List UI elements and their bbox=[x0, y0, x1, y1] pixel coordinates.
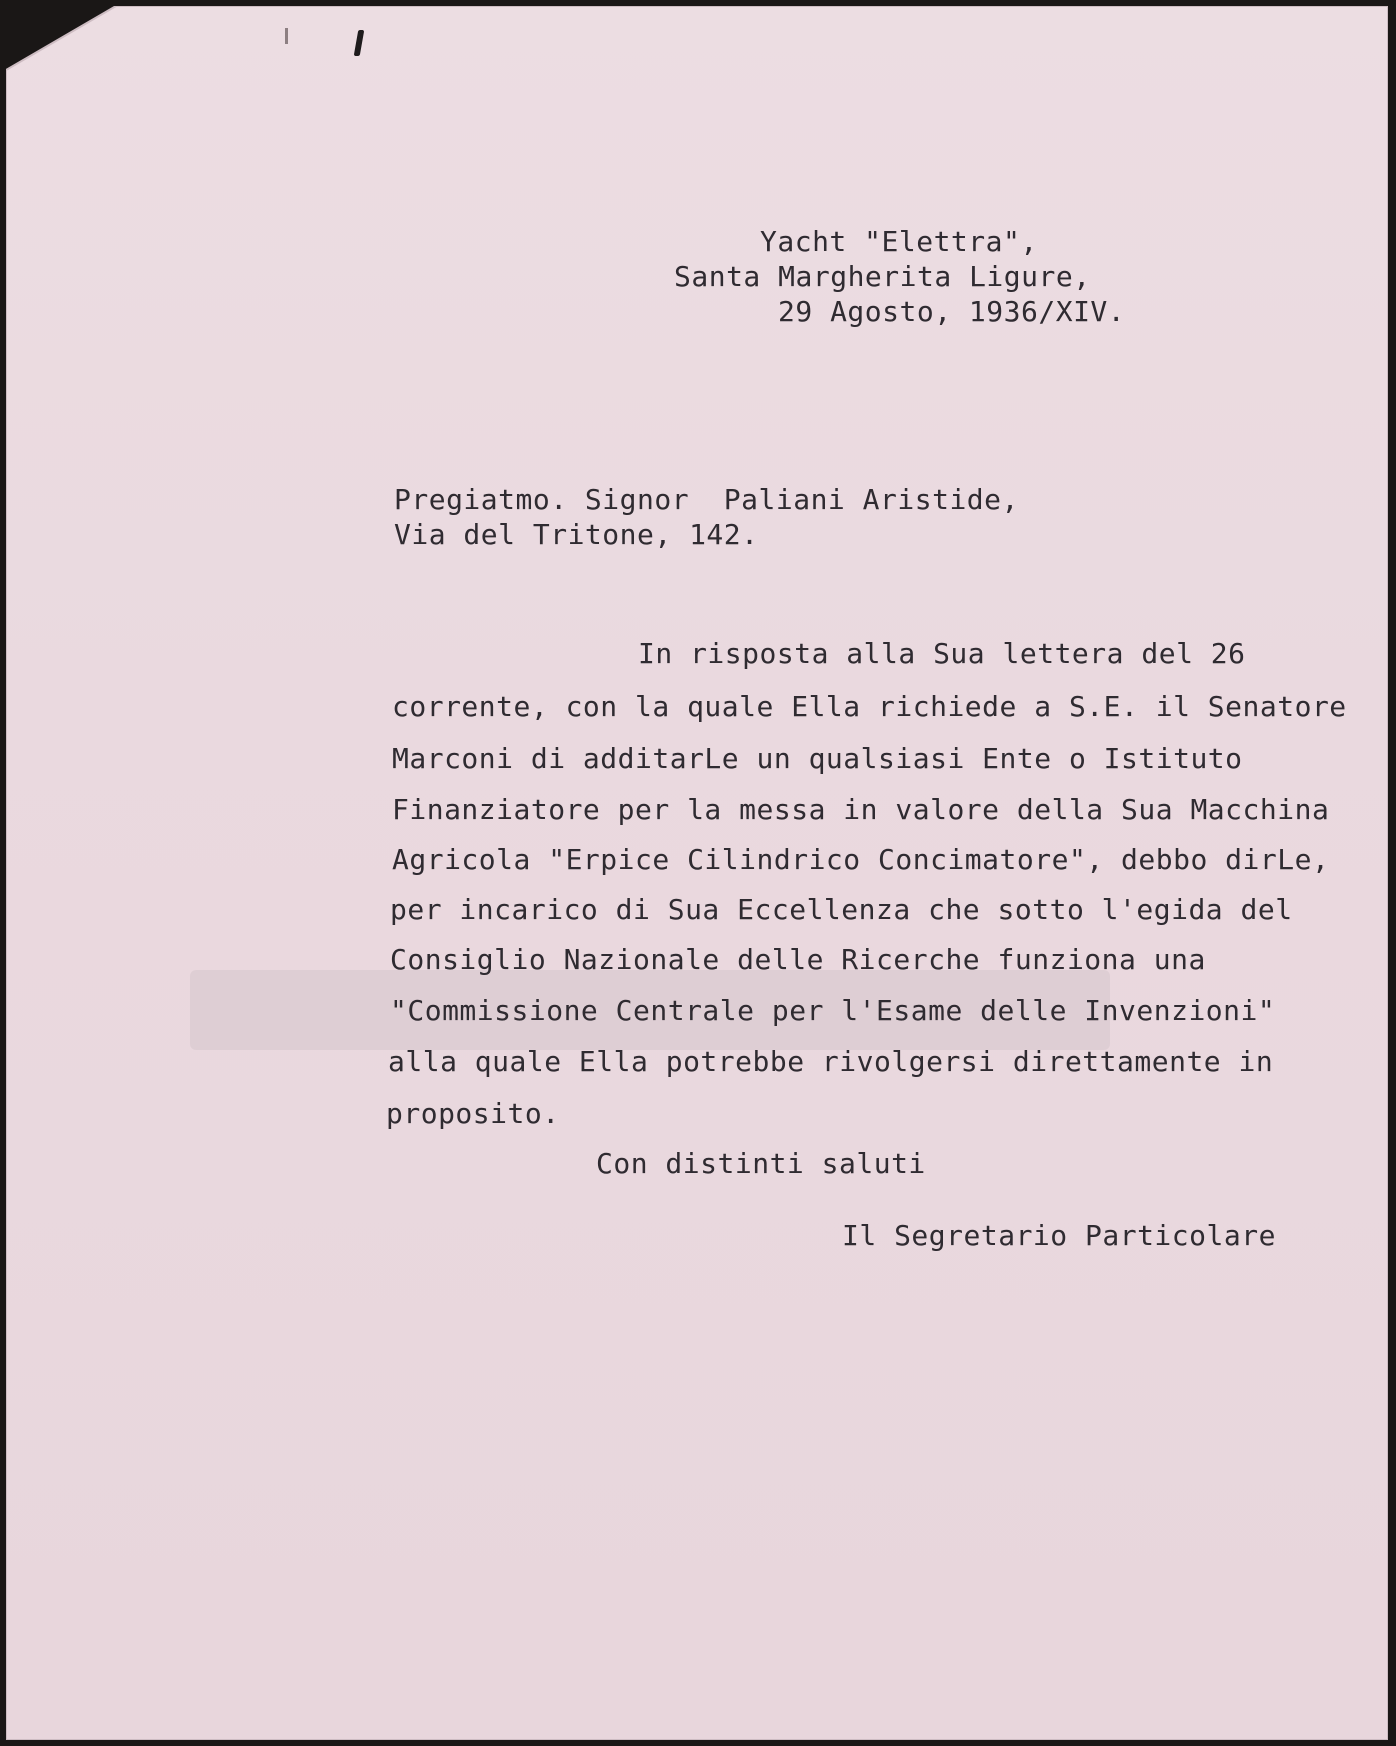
recipient-address: Via del Tritone, 142. bbox=[394, 518, 759, 551]
paper-mark-small bbox=[285, 28, 288, 44]
body-line: proposito. bbox=[386, 1097, 560, 1130]
header-line-ship: Yacht "Elettra", bbox=[760, 225, 1038, 258]
signature-title: Il Segretario Particolare bbox=[842, 1219, 1276, 1252]
body-line: Consiglio Nazionale delle Ricerche funziona una bbox=[390, 943, 1206, 976]
header-line-date: 29 Agosto, 1936/XIV. bbox=[778, 295, 1126, 328]
closing-salutation: Con distinti saluti bbox=[596, 1147, 926, 1180]
header-line-place: Santa Margherita Ligure, bbox=[674, 260, 1091, 293]
body-line: Agricola "Erpice Cilindrico Concimatore", debbo dirLe, bbox=[392, 843, 1330, 876]
body-line: "Commissione Centrale per l'Esame delle Invenzioni" bbox=[390, 994, 1276, 1027]
body-line: In risposta alla Sua lettera del 26 bbox=[638, 637, 1246, 670]
body-line: alla quale Ella potrebbe rivolgersi direttamente in bbox=[388, 1045, 1274, 1078]
body-line: Finanziatore per la messa in valore della Sua Macchina bbox=[392, 793, 1330, 826]
recipient-name: Pregiatmo. Signor Paliani Aristide, bbox=[394, 483, 1019, 516]
body-line: per incarico di Sua Eccellenza che sotto l'egida del bbox=[390, 893, 1293, 926]
body-line: corrente, con la quale Ella richiede a S.E. il Senatore bbox=[392, 690, 1347, 723]
body-line: Marconi di additarLe un qualsiasi Ente o Istituto bbox=[392, 742, 1243, 775]
